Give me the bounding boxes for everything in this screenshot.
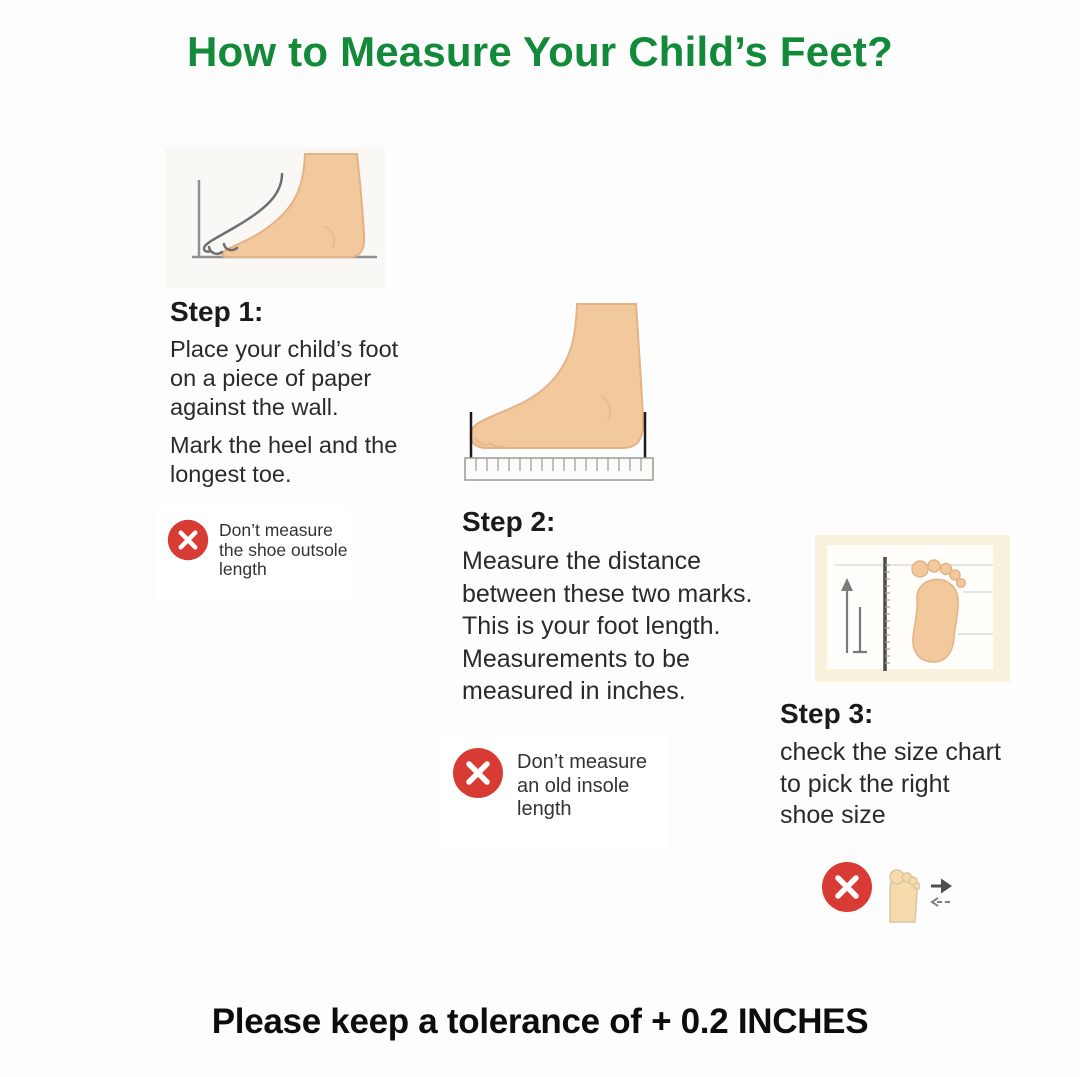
step2-paragraph-1: Measure the distance between these two marks. This is your foot length. Measurements to be measured in inches. bbox=[462, 547, 753, 705]
step2-text bbox=[462, 506, 772, 708]
step2-heading: Step 2: bbox=[462, 506, 556, 537]
step1-paragraph-2: Mark the heel and the longest toe. bbox=[170, 432, 398, 487]
step3-heading: Step 3: bbox=[780, 698, 874, 729]
step2-warning bbox=[440, 735, 668, 847]
step1-warning bbox=[155, 505, 350, 603]
page-title: How to Measure Your Child’s Feet? bbox=[187, 28, 893, 75]
step2-warning-text: Don’t measure an old insole length bbox=[517, 751, 648, 820]
foot-toes-icon bbox=[886, 869, 920, 923]
foot-on-ruler-icon bbox=[455, 300, 668, 485]
x-circle-icon bbox=[167, 519, 209, 561]
left-arrow-icon bbox=[927, 896, 951, 908]
size-chart-icon bbox=[815, 535, 1010, 682]
right-arrow-icon bbox=[929, 877, 953, 895]
step1-heading: Step 1: bbox=[170, 296, 264, 327]
step1-illustration bbox=[165, 148, 385, 288]
step3-text bbox=[780, 698, 1005, 832]
step3-warning-icons bbox=[821, 861, 981, 931]
x-circle-icon bbox=[452, 747, 504, 799]
step1-text bbox=[170, 296, 415, 489]
step2-illustration bbox=[455, 300, 668, 485]
step1-warning-text: Don’t measure the shoe outsole length bbox=[219, 520, 348, 579]
step3-illustration bbox=[815, 535, 1010, 682]
step3-paragraph-1: check the size chart to pick the right shoe size bbox=[780, 738, 1001, 829]
x-circle-icon bbox=[821, 861, 873, 913]
step1-paragraph-1: Place your child’s foot on a piece of paper against the wall. bbox=[170, 336, 399, 420]
tolerance-note: Please keep a tolerance of + 0.2 INCHES bbox=[211, 1002, 869, 1041]
foot-against-wall-icon bbox=[165, 148, 385, 288]
